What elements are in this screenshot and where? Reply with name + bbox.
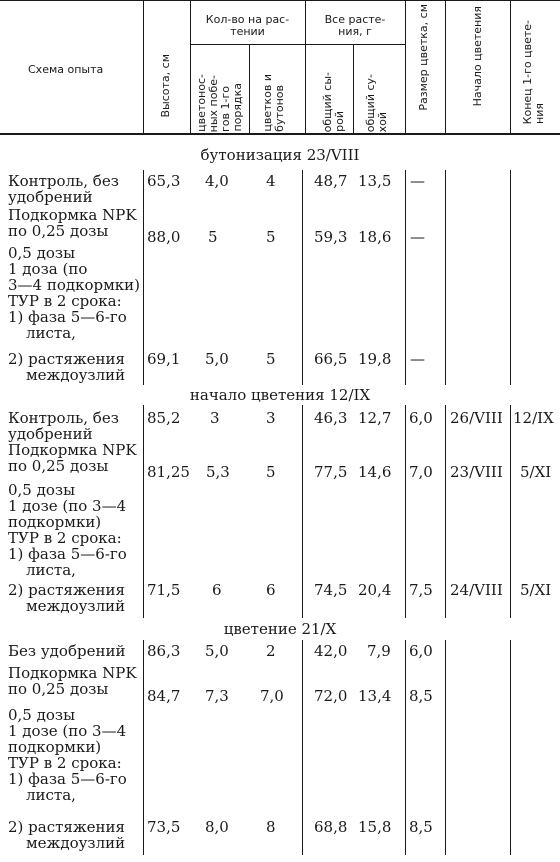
cell-dry: 7,9 [367, 642, 391, 660]
cell-flowers: 5 [266, 350, 276, 368]
cell-raw: 77,5 [314, 463, 348, 481]
section-title: начало цветения 12/IX [189, 386, 371, 404]
cell-size: 7,5 [409, 581, 433, 599]
row-label: 0,5 дозы 1 доза (по 3—4 подкормки) ТУР в 2 срока: 1) фаза 5—6-го листа, [8, 244, 141, 342]
cell-height: 71,5 [147, 581, 181, 599]
cell-size: 8,5 [409, 818, 433, 836]
cell-raw: 46,3 [314, 409, 348, 427]
cell-height: 85,2 [147, 409, 181, 427]
header-dry: общий су- хой [364, 73, 389, 132]
cell-raw: 48,7 [314, 172, 348, 190]
cell-raw: 74,5 [314, 581, 348, 599]
cell-size: 6,0 [409, 642, 433, 660]
cell-start: 24/VIII [450, 581, 503, 599]
row-label: Контроль, без удобрений [8, 409, 119, 443]
cell-dry: 18,6 [358, 228, 392, 246]
cell-raw: 59,3 [314, 228, 348, 246]
cell-shoots: 5,0 [205, 350, 229, 368]
header-height: Высота, см [159, 54, 172, 118]
cell-flowers: 8 [266, 818, 276, 836]
cell-flowers: 5 [266, 463, 276, 481]
cell-size: — [410, 172, 425, 190]
cell-height: 88,0 [147, 228, 181, 246]
cell-shoots: 5,0 [205, 642, 229, 660]
cell-end: 5/XI [520, 463, 552, 481]
cell-size: 7,0 [409, 463, 433, 481]
cell-shoots: 3 [210, 409, 220, 427]
cell-end: 5/XI [520, 581, 552, 599]
row-label: 0,5 дозы 1 дозе (по 3—4 подкормки) ТУР в 2 срока: 1) фаза 5—6-го листа, [8, 481, 127, 579]
cell-flowers: 6 [266, 581, 276, 599]
cell-raw: 68,8 [314, 818, 348, 836]
cell-raw: 66,5 [314, 350, 348, 368]
cell-raw: 42,0 [314, 642, 348, 660]
section-title: бутонизация 23/VIII [200, 146, 360, 164]
cell-flowers: 2 [266, 642, 276, 660]
row-label: 2) растяжения междоузлий [8, 581, 126, 615]
cell-size: 6,0 [409, 409, 433, 427]
cell-dry: 15,8 [358, 818, 392, 836]
header-flower-size: Размер цветка, см [417, 4, 430, 111]
header-raw: общий сы- рой [321, 71, 346, 132]
cell-height: 65,3 [147, 172, 181, 190]
header-scheme: Схема опыта [28, 63, 104, 76]
cell-height: 81,25 [147, 463, 190, 481]
header-count-group: Кол-во на рас- тении [205, 13, 290, 38]
row-label: 2) растяжения междоузлий [8, 350, 126, 384]
cell-size: — [410, 350, 425, 368]
header-all-plants: Все расте- ния, г [324, 13, 386, 38]
header-shoots: цветонос- ных побе- гов 1-го порядка [195, 74, 244, 132]
cell-end: 12/IX [513, 409, 554, 427]
cell-flowers: 3 [266, 409, 276, 427]
row-label: Подкормка NPK по 0,25 дозы [8, 441, 137, 475]
cell-shoots: 8,0 [205, 818, 229, 836]
cell-dry: 13,4 [358, 687, 392, 705]
row-label: 2) растяжения междоузлий [8, 818, 126, 852]
cell-height: 84,7 [147, 687, 181, 705]
header-flowering-start: Начало цветения [471, 6, 484, 107]
section-title: цветение 21/X [223, 620, 337, 638]
cell-flowers: 5 [266, 228, 276, 246]
cell-height: 73,5 [147, 818, 181, 836]
cell-shoots: 4,0 [205, 172, 229, 190]
cell-start: 23/VIII [450, 463, 503, 481]
cell-dry: 14,6 [358, 463, 392, 481]
cell-shoots: 7,3 [205, 687, 229, 705]
row-label: Без удобрений [8, 642, 126, 660]
cell-dry: 13,5 [358, 172, 392, 190]
cell-height: 86,3 [147, 642, 181, 660]
cell-shoots: 6 [212, 581, 222, 599]
row-label: Подкормка NPK по 0,25 дозы [8, 664, 137, 698]
cell-flowers: 7,0 [260, 687, 284, 705]
cell-shoots: 5 [208, 228, 218, 246]
cell-flowers: 4 [266, 172, 276, 190]
cell-start: 26/VIII [450, 409, 503, 427]
cell-dry: 12,7 [358, 409, 392, 427]
cell-dry: 20,4 [358, 581, 392, 599]
cell-raw: 72,0 [314, 687, 348, 705]
cell-dry: 19,8 [358, 350, 392, 368]
cell-size: 8,5 [409, 687, 433, 705]
row-label: Контроль, без удобрений [8, 172, 119, 206]
header-flowers-buds: цветков и бутонов [261, 74, 286, 132]
row-label: Подкормка NPK по 0,25 дозы [8, 206, 137, 240]
row-label: 0,5 дозы 1 дозе (по 3—4 подкормки) ТУР в 2 срока: 1) фаза 5—6-го листа, [8, 706, 127, 804]
header-end-first: Конец 1-го цвете- ния [521, 19, 546, 124]
cell-shoots: 5,3 [206, 463, 230, 481]
cell-size: — [410, 228, 425, 246]
cell-height: 69,1 [147, 350, 181, 368]
